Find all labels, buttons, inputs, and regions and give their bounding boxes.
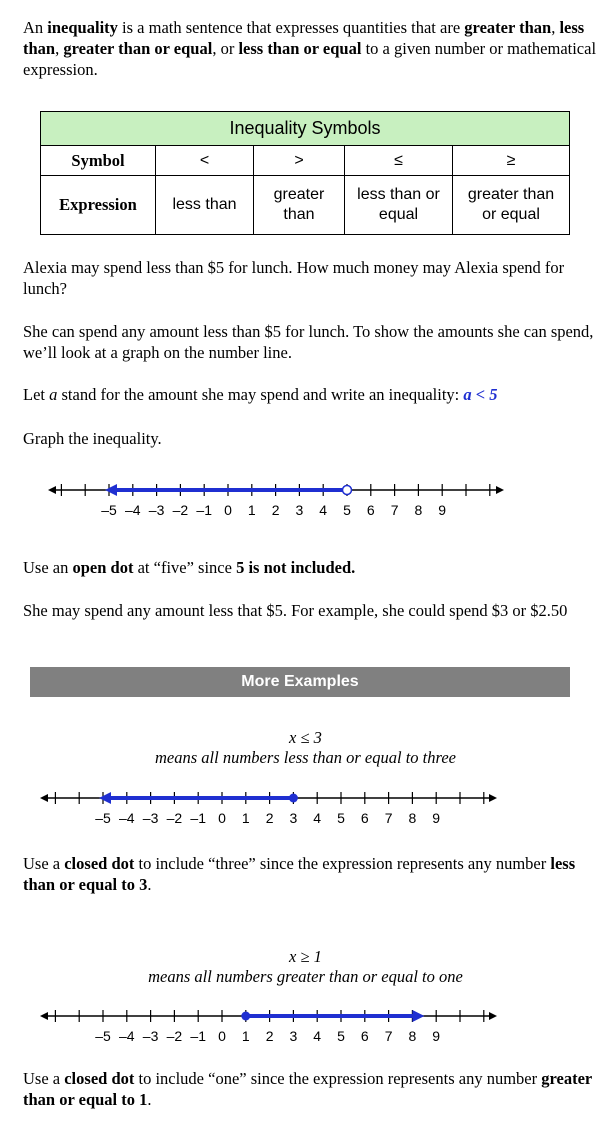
symbol-row-label: Symbol — [41, 146, 156, 176]
tick-label: –3 — [142, 1028, 159, 1044]
symbol-cell: > — [254, 146, 345, 176]
tick-label: 4 — [313, 810, 322, 826]
tick-label: –5 — [95, 810, 111, 826]
tick-label: 7 — [384, 810, 393, 826]
ex2-text: Use a — [23, 1069, 65, 1088]
let-text: Let — [23, 385, 50, 404]
example2-explanation — [23, 1068, 601, 1110]
ex2-text: to include “one” since the expression represents any number — [134, 1069, 542, 1088]
tick-label: –1 — [196, 502, 212, 518]
graph-instruction: Graph the inequality. — [23, 429, 162, 448]
closed-dot — [289, 794, 298, 803]
expression-cell: less than or equal — [345, 176, 453, 235]
number-line-x-le-3 — [0, 783, 611, 826]
intro-paragraph — [23, 17, 601, 80]
tick-label: 5 — [343, 502, 351, 518]
tick-label: 4 — [313, 1028, 322, 1044]
open-dot-text: Use an — [23, 558, 73, 577]
tick-label: 1 — [241, 810, 250, 826]
axis-arrow-right — [489, 794, 497, 802]
tick-label: 1 — [241, 1028, 250, 1044]
tick-label: –1 — [190, 810, 206, 826]
example2-meaning: means all numbers greater than or equal to one — [148, 967, 463, 986]
explain-text: She can spend any amount less than $5 for lunch. To show the amounts she can spend, we’ll look at a graph on the number line. — [23, 322, 594, 362]
tick-label: 3 — [289, 810, 298, 826]
intro-bold-greater: greater than — [464, 18, 552, 37]
tick-label: –3 — [142, 810, 159, 826]
tick-label: –4 — [119, 1028, 135, 1044]
tick-label: 5 — [337, 810, 345, 826]
solution-arrow — [99, 792, 111, 804]
tick-label: 1 — [247, 502, 256, 518]
example1-meaning: means all numbers less than or equal to three — [155, 748, 456, 767]
let-text: stand for the amount she may spend and write an inequality: — [57, 385, 464, 404]
open-dot-bold: open dot — [72, 558, 134, 577]
ex2-bold-range: greater than or equal to 1 — [23, 1069, 592, 1109]
axis-arrow-left — [40, 1012, 48, 1020]
axis-arrow-right — [489, 1012, 497, 1020]
tick-label: –5 — [95, 1028, 111, 1044]
axis-arrow-left — [40, 794, 48, 802]
open-dot-text: at “five” since — [133, 558, 237, 577]
intro-text: An — [23, 18, 48, 37]
ex1-bold-range: less than or equal to 3 — [23, 854, 576, 894]
tick-label: –4 — [119, 810, 135, 826]
tick-label: 5 — [337, 1028, 345, 1044]
open-dot-explanation — [23, 557, 601, 578]
expression-cell: greater than — [254, 176, 345, 235]
tick-label: –2 — [166, 810, 183, 826]
table-title: Inequality Symbols — [41, 112, 570, 146]
example1-expression — [0, 727, 611, 748]
let-statement — [23, 384, 601, 405]
tick-label: –2 — [166, 1028, 183, 1044]
tick-label: 0 — [218, 1028, 226, 1044]
axis-arrow-right — [496, 486, 504, 494]
intro-bold-less: less than — [23, 18, 585, 58]
open-dot — [343, 486, 352, 495]
tick-label: –3 — [148, 502, 165, 518]
example2-expression — [0, 946, 611, 967]
symbol-cell: < — [156, 146, 254, 176]
solution-arrow — [412, 1010, 424, 1022]
tick-label: 9 — [438, 502, 447, 518]
inequality-symbols-table — [40, 111, 570, 235]
number-line-x-ge-1 — [0, 1002, 611, 1042]
tick-label: 0 — [218, 810, 226, 826]
expression-row-label: Expression — [41, 176, 156, 235]
tick-label: –2 — [172, 502, 189, 518]
intro-bold-inequality: inequality — [47, 18, 118, 37]
expression-cell: less than — [156, 176, 254, 235]
ex2-text: . — [147, 1090, 152, 1109]
tick-label: 2 — [265, 810, 274, 826]
example1-expr-text: x ≤ 3 — [289, 728, 322, 747]
inequality-expression: a < 5 — [463, 385, 498, 404]
tick-label: 8 — [414, 502, 423, 518]
ex1-text: Use a — [23, 854, 65, 873]
variable-a: a — [49, 385, 58, 404]
axis-arrow-left — [48, 486, 56, 494]
problem-text: Alexia may spend less than $5 for lunch. How much money may Alexia spend for lunch? — [23, 258, 565, 298]
example1-explanation — [23, 853, 601, 895]
tick-label: 7 — [390, 502, 399, 518]
tick-label: 4 — [319, 502, 328, 518]
intro-bold-greater-equal: greater than or equal — [63, 39, 213, 58]
tick-label: 6 — [360, 810, 369, 826]
ex1-text: to include “three” since the expression represents any number — [134, 854, 551, 873]
tick-label: 9 — [432, 810, 441, 826]
number-line-a-less-than-5 — [0, 475, 611, 518]
intro-text: , — [551, 18, 560, 37]
tick-label: 3 — [295, 502, 304, 518]
tick-label: 2 — [265, 1028, 274, 1044]
tick-label: 8 — [408, 810, 417, 826]
tick-label: 7 — [384, 1028, 393, 1044]
intro-text: , — [55, 39, 64, 58]
tick-label: 2 — [271, 502, 280, 518]
intro-text: to a given number or mathematical expression. — [23, 39, 597, 79]
example2-expr-text: x ≥ 1 — [289, 947, 322, 966]
intro-text: , or — [212, 39, 239, 58]
ex2-bold-closed-dot: closed dot — [64, 1069, 135, 1088]
symbol-cell: ≤ — [345, 146, 453, 176]
not-included-bold: 5 is not included. — [236, 558, 356, 577]
expression-cell: greater than or equal — [453, 176, 570, 235]
solution-arrow — [105, 484, 117, 496]
tick-label: –4 — [125, 502, 141, 518]
tick-label: 6 — [360, 1028, 369, 1044]
tick-label: –1 — [190, 1028, 206, 1044]
intro-text: is a math sentence that expresses quantities that are — [117, 18, 465, 37]
tick-label: 0 — [224, 502, 232, 518]
symbol-cell: ≥ — [453, 146, 570, 176]
tick-label: 9 — [432, 1028, 441, 1044]
more-examples-banner: More Examples — [30, 667, 570, 697]
ex1-bold-closed-dot: closed dot — [64, 854, 135, 873]
tick-label: 6 — [366, 502, 375, 518]
spend-example-text: She may spend any amount less that $5. For example, she could spend $3 or $2.50 — [23, 601, 568, 620]
ex1-text: . — [147, 875, 152, 894]
tick-label: 3 — [289, 1028, 298, 1044]
closed-dot — [241, 1012, 250, 1021]
tick-label: 8 — [408, 1028, 417, 1044]
tick-label: –5 — [101, 502, 117, 518]
intro-bold-less-equal: less than or equal — [238, 39, 362, 58]
